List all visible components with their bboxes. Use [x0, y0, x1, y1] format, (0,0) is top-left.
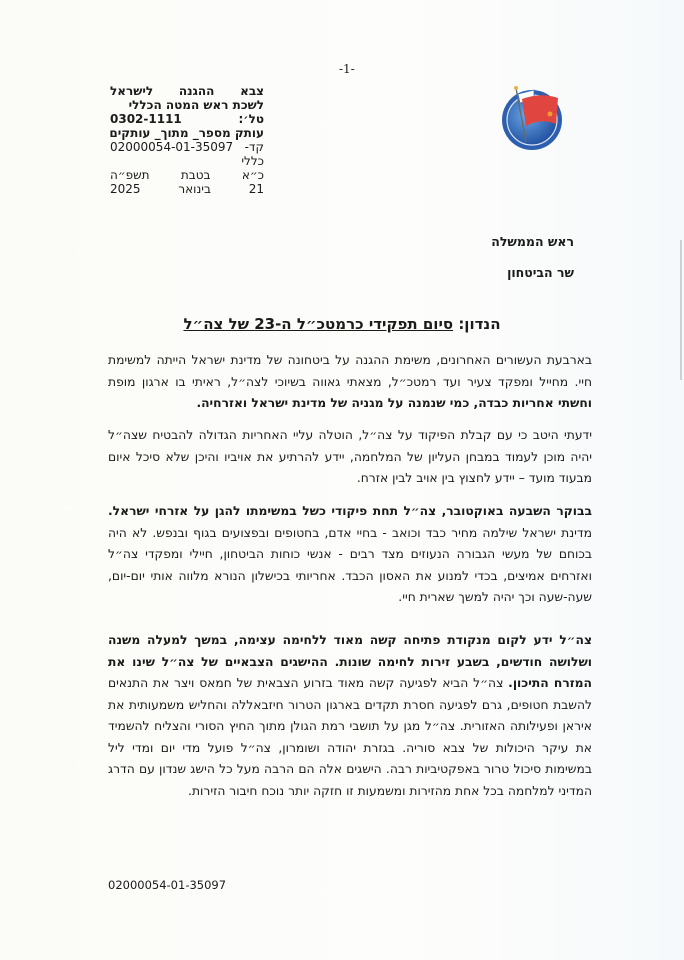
header-office: לשכת ראש המטה הכללי — [128, 98, 264, 112]
header-org: צבא ההגנה לישראל — [110, 84, 264, 98]
footer-reference-code: 02000054-01-35097 — [108, 878, 227, 892]
copy-line: עותק מספר_ מתוך_ עותקים — [109, 126, 264, 140]
sender-header-block — [110, 84, 264, 196]
paragraph-3: בבוקר השבעה באוקטובר, צה״ל תחת פיקודי כשל במשימתו להגן על אזרחי ישראל. מדינת ישראל שילמה מחיר כבד וכואב - בחיי אדם, בחטופים ובפצועים בגוף ובנפש. לא היה בכוחם של מעשי הגבורה הנעוזים מצד רבים - אנשי כוחות הביטחון, חיילי ומפקדי צה״ל ואזרחים אמיצים, בכדי למנוע את האסון הכבד. אחריותי בכישלון הנורא מלווה אותי יום-יום, שעה-שעה וכך יהיה למשך שארית חיי. — [108, 504, 592, 604]
ref-code: 02000054-01-35097 — [110, 140, 234, 154]
phone-number: 0302-1111 — [110, 112, 182, 126]
page-number: -1- — [339, 62, 355, 76]
subject-line — [0, 315, 684, 333]
paragraph-1: בארבעת העשורים האחרונים, משימת ההגנה על ביטחונה של מדינת ישראל הייתה למשימת חיי. מחייל ומפקד צעיר ועד רמטכ״ל, מצאתי גאווה בשיוכי לצה״ל, ראיתי בו ארגון מופת וחשתי אחריות כבדה, כמי שנמנה על מגניה של מדינת ישראל ואזרחיה. — [108, 353, 592, 410]
classification: כללי — [241, 154, 264, 168]
recipient-prime-minister: ראש הממשלה — [491, 234, 574, 249]
idf-flag-emblem-icon — [496, 80, 568, 152]
subject-text: סיום תפקידי כרמטכ״ל ה-23 של צה״ל — [183, 315, 454, 333]
page-edge-shadow — [680, 240, 682, 380]
ref-label: קד- — [244, 140, 264, 154]
phone-label: טל׳: — [238, 112, 264, 126]
gregorian-date: 21 בינואר 2025 — [110, 182, 264, 196]
subject-label: הנדון: — [458, 315, 501, 333]
paragraph-4: צה״ל ידע לקום מנקודת פתיחה קשה מאוד ללחימה עצימה, במשך למעלה משנה ושלושה חודשים, בשבע זירות לחימה שונות. ההישגים הצבאיים של צה״ל שינו את המזרח התיכון. צה״ל הביא לפגיעה קשה מאוד בזרוע הצבאית של חמאס ויצר את התנאים להשבת חטופים, גרם לפגיעה חסרת תקדים בארגון הטרור חיזבאללה והחליש משמעותית את איראן ופעילותה האזורית. צה״ל מגן על תושבי רמת הגולן מתוך החיץ הסורי והצליח להשמיד את עיקר היכולות של צבא סוריה. בגזרת יהודה ושומרון, צה״ל פועל מדי יום ומדי ליל במשימות סיכול טרור באפקטיביות רבה. הישגים אלה הם הרבה מעל כל הישג שנדון עם הדרג המדיני למלחמה בכל אחת מהזירות ומשמעות זו חזקה יותר נוכח חיבור הזירות. — [108, 633, 592, 798]
paragraph-2: ידעתי היטב כי עם קבלת הפיקוד על צה״ל, הוטלה עליי האחריות הגדולה להבטיח שצה״ל יהיה מוכן לעמוד במבחן העליון של המלחמה, יידע להרתיע את אויביו והיכן שלא סיכל איום מבעוד מועד – יידע לחצוץ בין אויב לבין אזרח. — [108, 428, 592, 485]
recipient-defense-minister: שר הביטחון — [507, 265, 574, 280]
hebrew-date: כ״א בטבת תשפ״ה — [110, 168, 264, 182]
